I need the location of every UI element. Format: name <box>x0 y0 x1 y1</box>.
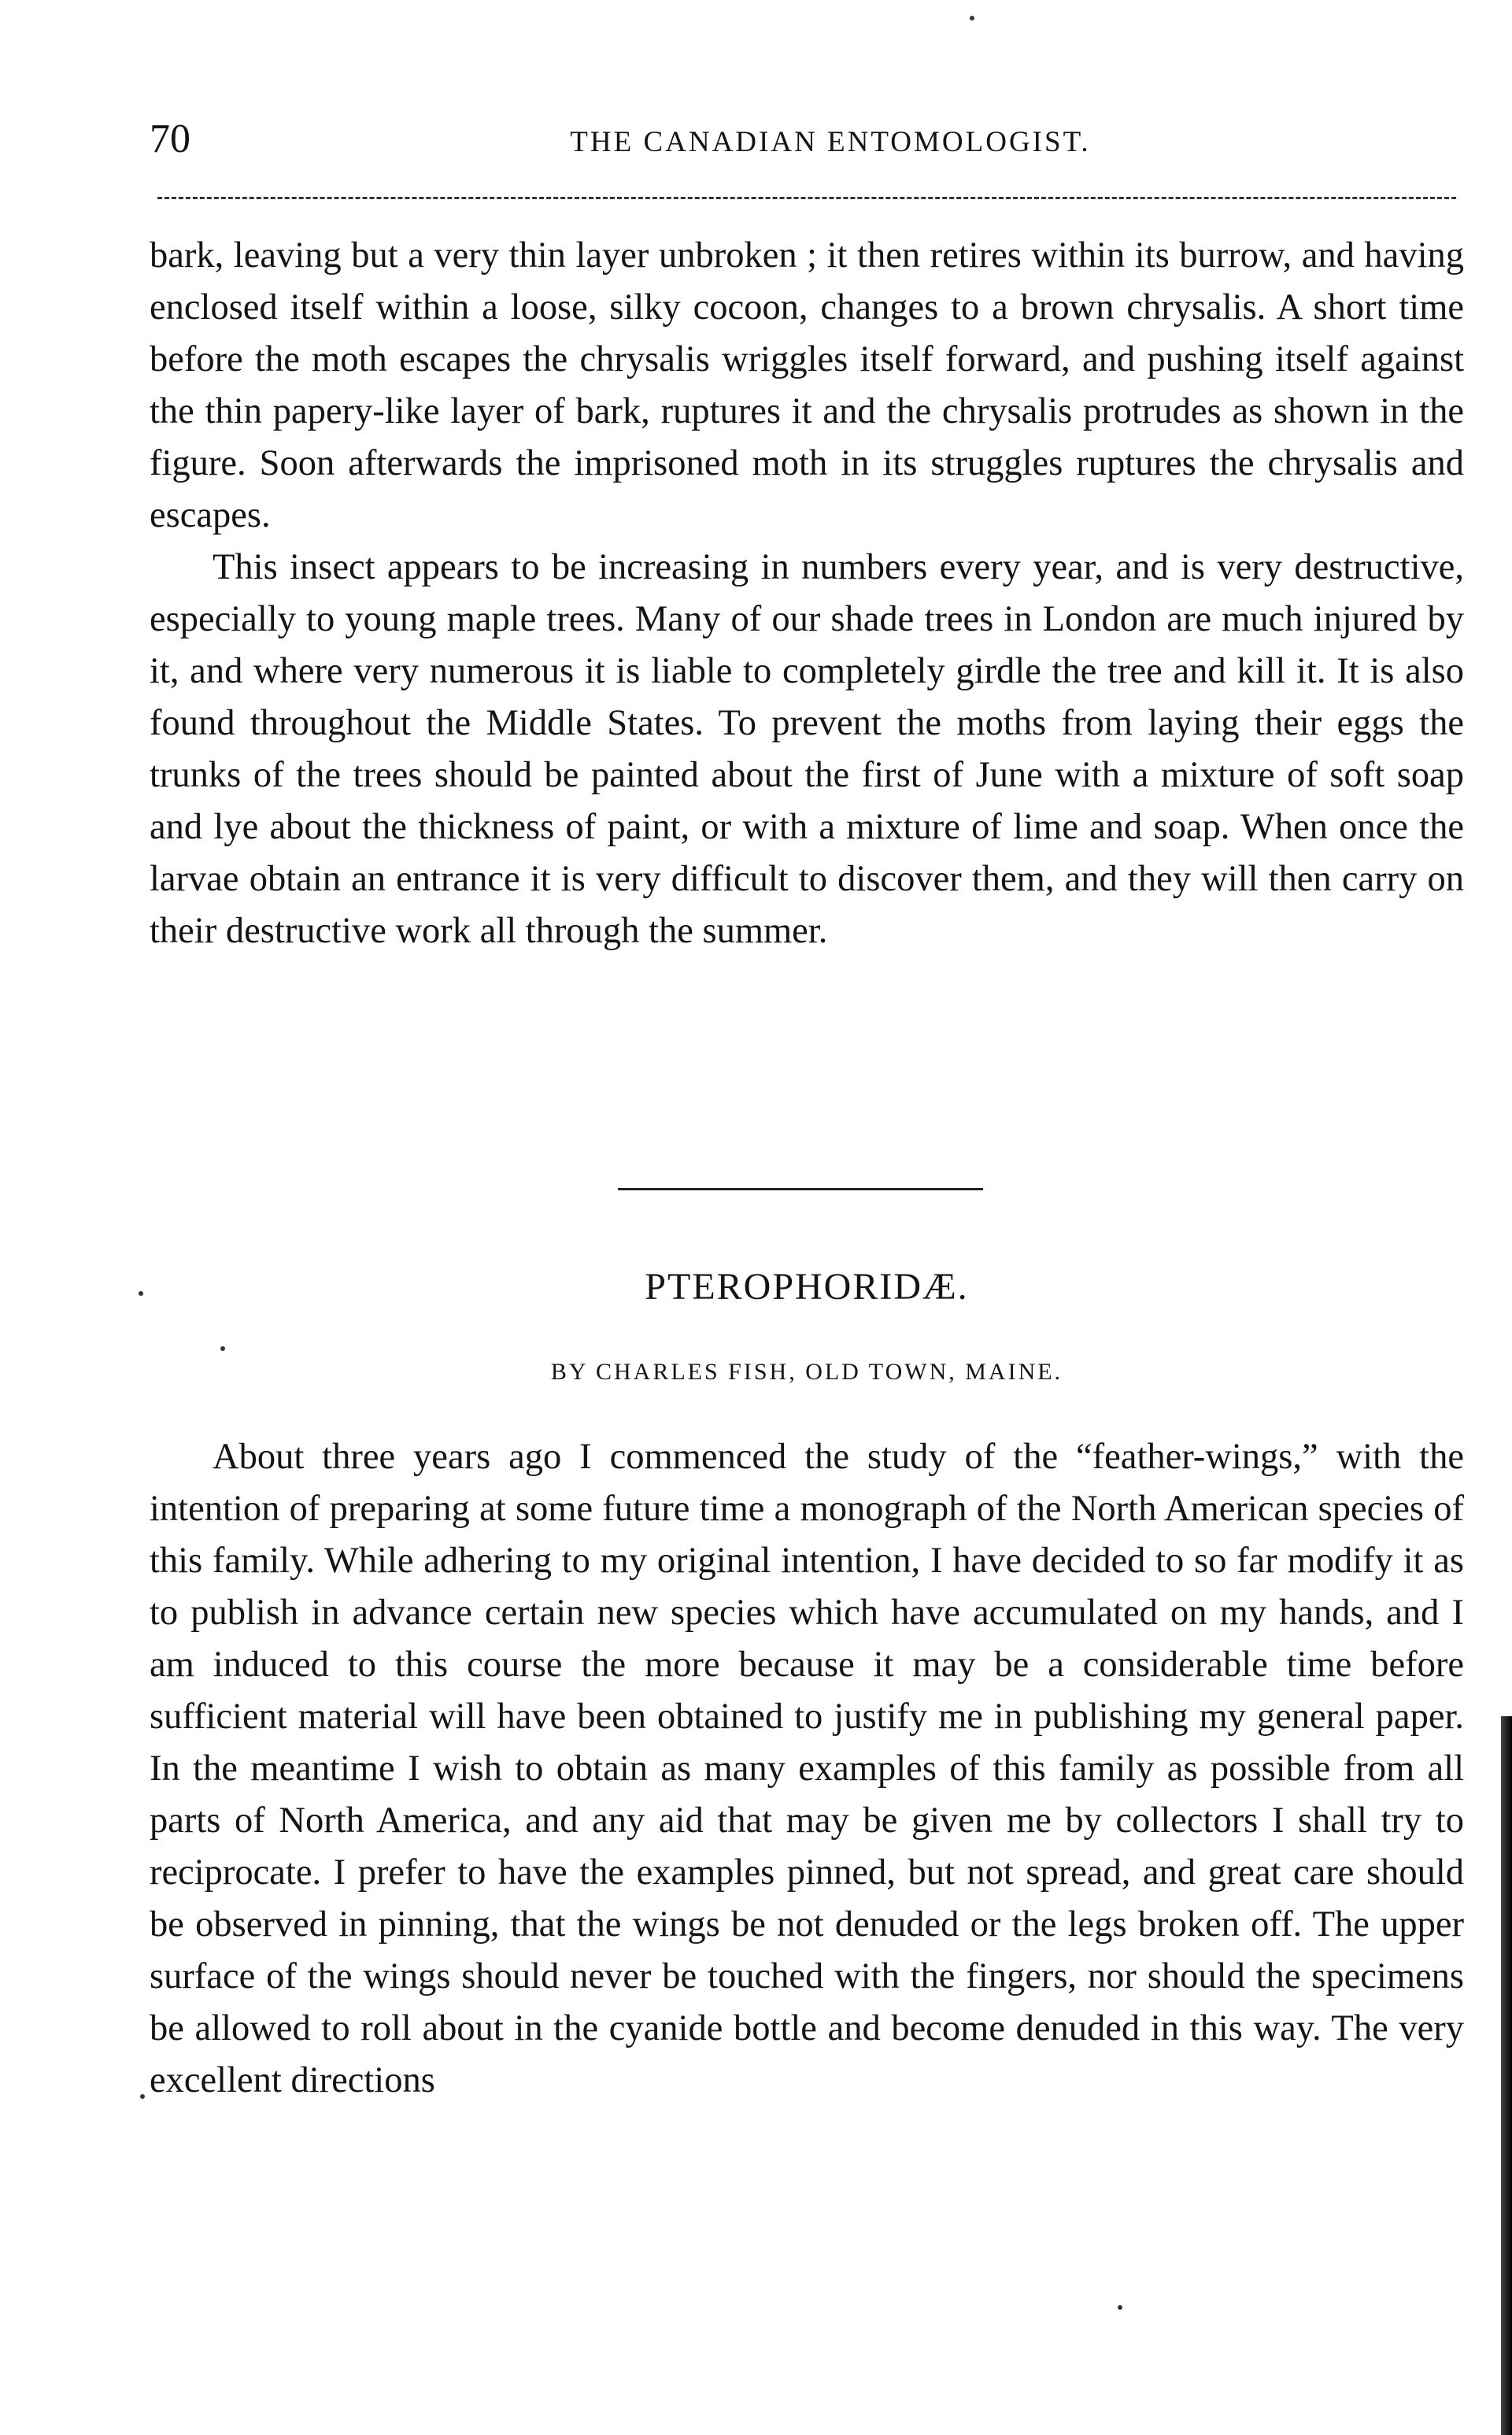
article-body <box>150 1431 1464 2107</box>
running-head <box>150 112 1464 167</box>
continued-text <box>150 230 1464 957</box>
page-edge-shadow <box>1501 1716 1512 2435</box>
paragraph: This insect appears to be increasing in numbers every year, and is very destructive, especially to young maple trees. Many of our shade trees in London are much injured by it, and where very numerous it is liable to completely girdle the tree and kill it. It is also found throughout the Middle States. To prevent the moths from laying their eggs the trunks of the trees should be painted about the first of June with a mixture of soft soap and lye about the thickness of paint, or with a mixture of lime and soap. When once the larvae obtain an entrance it is very difficult to discover them, and they will then carry on their destructive work all through the summer. <box>150 547 1464 951</box>
paragraph: bark, leaving but a very thin layer unbroken ; it then retires within its burrow, and having enclosed itself within a loose, silky cocoon, changes to a brown chrysalis. A short time before the moth escapes the chrysalis wriggles itself forward, and pushing itself against the thin papery-like layer of bark, ruptures it and the chrysalis protrudes as shown in the figure. Soon afterwards the imprisoned moth in its struggles ruptures the chrysalis and escapes. <box>150 235 1464 535</box>
book-page <box>150 0 1464 2435</box>
scan-speck <box>139 1291 143 1296</box>
scan-speck <box>140 2094 145 2099</box>
scan-speck <box>1118 2305 1122 2310</box>
scan-speck <box>220 1346 225 1351</box>
header-rule <box>157 197 1456 199</box>
scan-speck <box>970 16 974 20</box>
article-title: PTEROPHORIDÆ. <box>645 1266 969 1308</box>
section-divider <box>618 1188 983 1190</box>
journal-title: THE CANADIAN ENTOMOLOGIST. <box>570 126 1091 158</box>
paragraph: About three years ago I commenced the study of the “feather-wings,” with the intention of preparing at some future time a monograph of the North American species of this family. While adhering to my original intention, I have decided to so far modify it as to publish in advance certain new species which have accumulated on my hands, and I am induced to this course the more because it may be a considerable time before sufficient material will have been obtained to justify me in publishing my general paper. In the meantime I wish to obtain as many examples of this family as possible from all parts of North America, and any aid that may be given me by collectors I shall try to reciprocate. I prefer to have the examples pinned, but not spread, and great care should be observed in pinning, that the wings be not denuded or the legs broken off. The upper surface of the wings should never be touched with the fingers, nor should the specimens be allowed to roll about in the cyanide bottle and become denuded in this way. The very excellent directions <box>150 1437 1464 2100</box>
article-byline: BY CHARLES FISH, OLD TOWN, MAINE. <box>550 1359 1063 1385</box>
page-number: 70 <box>150 117 190 161</box>
